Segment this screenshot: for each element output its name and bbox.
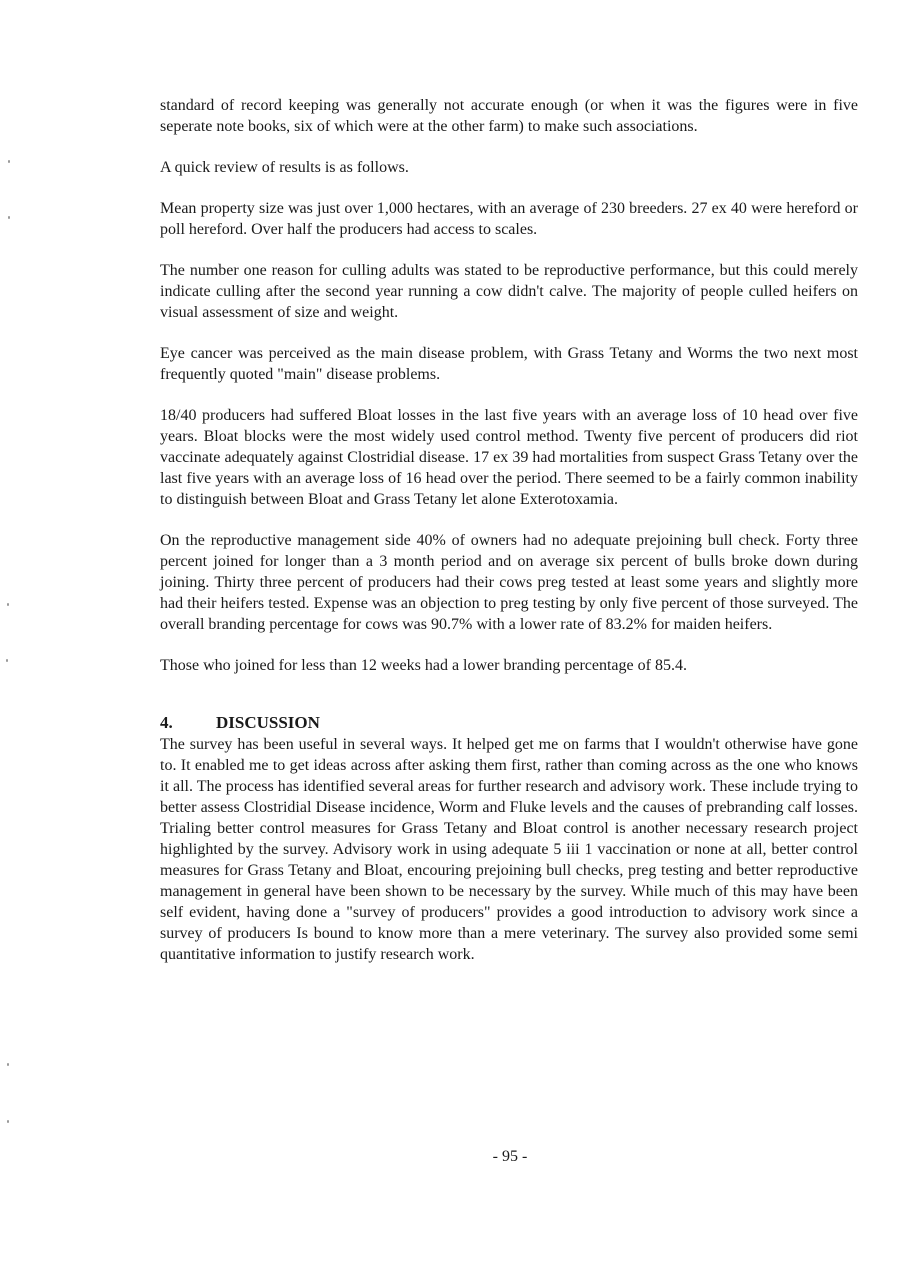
paragraph-results-intro: A quick review of results is as follows.	[160, 159, 409, 176]
section-number: 4.	[160, 713, 173, 732]
paragraph-bloat: 18/40 producers had suffered Bloat losses in the last five years with an average loss of 10 head over five years. Bloat blocks were the most widely used control method. Twenty five percent of producers did riot vaccinate adequately against Clostridial disease. 17 ex 39 had mortalities from suspect Grass Tetany over the last five years with an average loss of 16 head over the period. There seemed to be a fairly common inability to distinguish between Bloat and Grass Tetany let alone Exterotoxamia.	[160, 407, 858, 508]
section-heading	[160, 712, 858, 734]
page-number: - 95 -	[492, 1148, 528, 1165]
scan-speck	[8, 160, 10, 163]
paragraph-reproductive: On the reproductive management side 40% of owners had no adequate prejoining bull check. Forty three percent joined for longer than a 3 month period and on average six percent of bulls broke down during joining. Thirty three percent of producers had their cows preg tested at least some years and slightly more had their heifers tested. Expense was an objection to preg testing by only five percent of those surveyed. The overall branding percentage for cows was 90.7% with a lower rate of 83.2% for maiden heifers.	[160, 532, 858, 633]
paragraph-culling: The number one reason for culling adults was stated to be reproductive performance, but this could merely indicate culling after the second year running a cow didn't calve. The majority of people culled heifers on visual assessment of size and weight.	[160, 262, 858, 321]
paragraph-record-keeping: standard of record keeping was generally not accurate enough (or when it was the figures were in five seperate note books, six of which were at the other farm) to make such associations.	[160, 97, 858, 135]
scan-speck	[7, 1063, 9, 1066]
scan-speck	[7, 1120, 9, 1123]
paragraph-joining: Those who joined for less than 12 weeks had a lower branding percentage of 85.4.	[160, 657, 687, 674]
paragraph-property-size: Mean property size was just over 1,000 hectares, with an average of 230 breeders. 27 ex 40 were hereford or poll hereford. Over half the producers had access to scales.	[160, 200, 858, 238]
document-body	[160, 95, 858, 965]
section-title: DISCUSSION	[216, 713, 320, 732]
scan-speck	[7, 603, 9, 606]
paragraph-disease: Eye cancer was perceived as the main disease problem, with Grass Tetany and Worms the two next most frequently quoted "main" disease problems.	[160, 345, 858, 383]
scan-speck	[6, 659, 8, 662]
paragraph-discussion: The survey has been useful in several ways. It helped get me on farms that I wouldn't otherwise have gone to. It enabled me to get ideas across after asking them first, rather than coming across as the one who knows it all. The process has identified several areas for further research and advisory work. These include trying to better assess Clostridial Disease incidence, Worm and Fluke levels and the causes of prebranding calf losses. Trialing better control measures for Grass Tetany and Bloat control is another necessary research project highlighted by the survey. Advisory work in using adequate 5 iii 1 vaccination or none at all, better control measures for Grass Tetany and Bloat, encouring prejoining bull checks, preg testing and better reproductive management in general have been shown to be necessary by the survey. While much of this may have been self evident, having done a "survey of producers" provides a good introduction to advisory work since a survey of producers Is bound to know more than a mere veterinary. The survey also provided some semi quantitative information to justify research work.	[160, 736, 858, 963]
scan-speck	[8, 216, 10, 219]
